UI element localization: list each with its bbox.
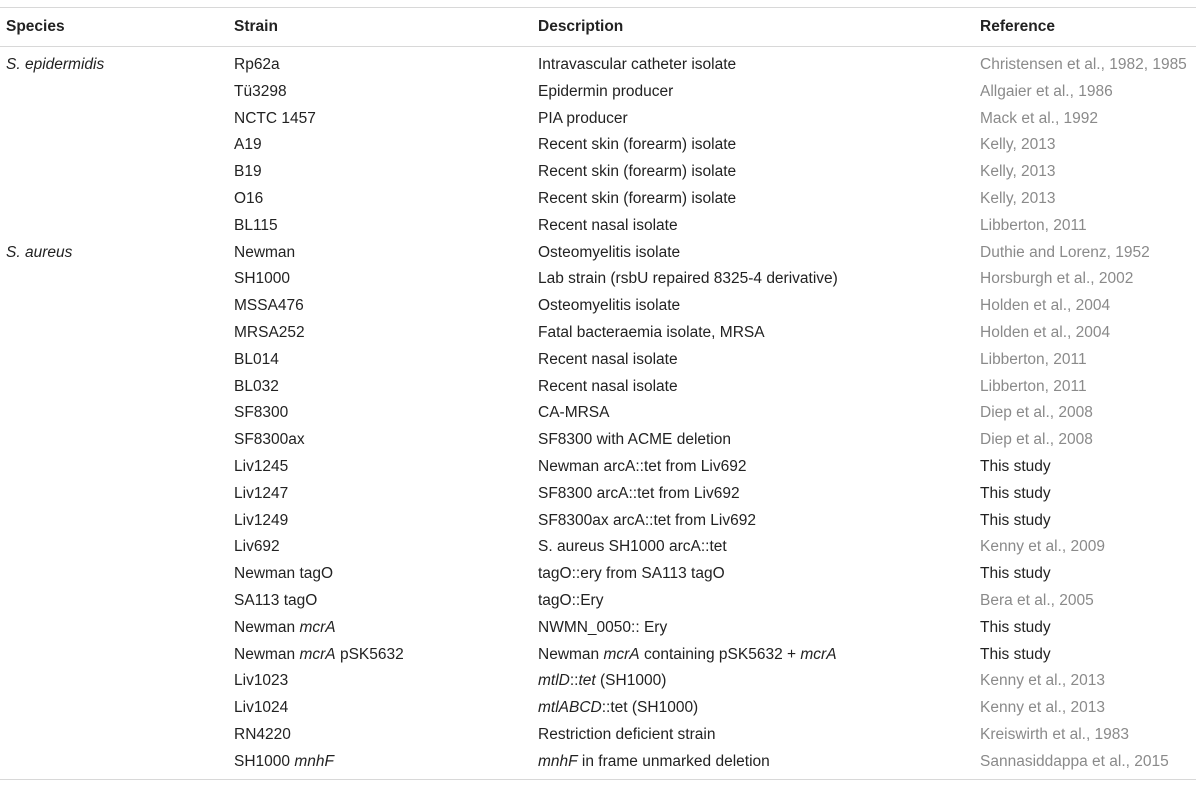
text-segment: RN4220 <box>234 725 291 743</box>
strain-cell <box>234 266 290 293</box>
text-segment: Liv1247 <box>234 484 289 502</box>
reference-cell: This study <box>980 457 1051 475</box>
text-segment: BL115 <box>234 216 278 234</box>
description-cell <box>538 266 838 293</box>
table-row <box>0 534 1200 561</box>
table-header-row <box>0 14 1200 40</box>
text-segment: containing pSK5632 + <box>639 645 801 663</box>
text-segment: Lab strain (rsbU repaired 8325-4 derivative) <box>538 270 838 288</box>
text-segment: NWMN_0050:: Ery <box>538 618 668 636</box>
text-segment: Newman arcA::tet from Liv692 <box>538 457 747 475</box>
text-segment: Liv1023 <box>234 672 289 690</box>
table-row <box>0 695 1200 722</box>
text-segment: Osteomyelitis isolate <box>538 297 681 315</box>
text-segment: O16 <box>234 189 264 207</box>
reference-cell: Kelly, 2013 <box>980 189 1056 207</box>
table-row <box>0 454 1200 481</box>
table-top-rule <box>0 7 1196 8</box>
reference-cell: This study <box>980 511 1051 529</box>
table-row <box>0 320 1200 347</box>
text-segment: SF8300 <box>234 404 289 422</box>
reference-cell: Christensen et al., 1982, 1985 <box>980 56 1187 73</box>
strain-cell <box>234 481 288 508</box>
text-segment: CA-MRSA <box>538 404 610 422</box>
text-segment: Intravascular catheter isolate <box>538 56 737 73</box>
italic-text: tet <box>578 672 596 690</box>
strain-cell <box>234 320 305 347</box>
header-reference: Reference <box>980 18 1055 35</box>
species-cell: S. aureus <box>6 243 73 261</box>
text-segment: pSK5632 <box>335 645 404 663</box>
table-row <box>0 400 1200 427</box>
description-cell <box>538 749 770 776</box>
strain-cell <box>234 400 288 427</box>
strain-cell <box>234 186 263 213</box>
reference-cell: This study <box>980 645 1051 663</box>
table-row <box>0 106 1200 133</box>
strain-cell <box>234 561 333 588</box>
strain-cell <box>234 374 279 401</box>
description-cell <box>538 427 731 454</box>
table-row <box>0 266 1200 293</box>
strain-cell <box>234 427 305 454</box>
description-cell <box>538 508 756 535</box>
text-segment: Rp62a <box>234 56 280 73</box>
italic-text: mnhF <box>538 752 578 770</box>
description-cell <box>538 561 725 588</box>
text-segment: Osteomyelitis isolate <box>538 243 681 261</box>
table-row <box>0 588 1200 615</box>
strain-cell <box>234 159 262 186</box>
text-segment: NCTC 1457 <box>234 109 316 127</box>
reference-cell: This study <box>980 565 1051 583</box>
italic-text: mcrA <box>800 645 837 663</box>
table-row <box>0 52 1200 79</box>
strain-cell <box>234 240 295 267</box>
reference-cell: This study <box>980 618 1051 636</box>
italic-text: mnhF <box>294 752 334 770</box>
text-segment: SF8300 arcA::tet from Liv692 <box>538 484 740 502</box>
strain-cell <box>234 722 291 749</box>
text-segment: A19 <box>234 136 262 154</box>
table-row <box>0 347 1200 374</box>
description-cell <box>538 481 740 508</box>
text-segment: Restriction deficient strain <box>538 725 716 743</box>
description-cell <box>538 347 678 374</box>
description-cell <box>538 79 673 106</box>
strain-cell <box>234 588 317 615</box>
text-segment: Recent nasal isolate <box>538 216 678 234</box>
strain-cell <box>234 132 262 159</box>
reference-cell: Diep et al., 2008 <box>980 431 1093 449</box>
table-row <box>0 159 1200 186</box>
reference-cell: Bera et al., 2005 <box>980 591 1094 609</box>
text-segment: Newman <box>234 645 300 663</box>
text-segment: :: <box>569 672 579 690</box>
table-row <box>0 508 1200 535</box>
strain-cell <box>234 668 288 695</box>
strain-cell <box>234 293 304 320</box>
text-segment: BL032 <box>234 377 279 395</box>
strain-cell <box>234 106 316 133</box>
italic-text: mtlD <box>538 672 570 690</box>
table-row <box>0 668 1200 695</box>
text-segment: Recent skin (forearm) isolate <box>538 189 737 207</box>
description-cell <box>538 668 666 695</box>
italic-text: mcrA <box>299 618 336 636</box>
header-species: Species <box>6 18 65 35</box>
text-segment: Newman <box>538 645 604 663</box>
reference-cell: Libberton, 2011 <box>980 350 1087 368</box>
table-row <box>0 132 1200 159</box>
reference-cell: Kenny et al., 2013 <box>980 699 1105 717</box>
text-segment: SF8300ax arcA::tet from Liv692 <box>538 511 756 529</box>
species-cell: S. epidermidis <box>6 56 105 73</box>
description-cell <box>538 106 628 133</box>
reference-cell: Holden et al., 2004 <box>980 297 1111 315</box>
table-row <box>0 481 1200 508</box>
table-row <box>0 561 1200 588</box>
strain-cell <box>234 615 336 642</box>
reference-cell: Horsburgh et al., 2002 <box>980 270 1134 288</box>
reference-cell: Kelly, 2013 <box>980 136 1056 154</box>
text-segment: Newman <box>234 243 296 261</box>
text-segment: Newman <box>234 618 300 636</box>
text-segment: BL014 <box>234 350 279 368</box>
description-cell <box>538 320 765 347</box>
table-header-rule <box>0 46 1196 47</box>
description-cell <box>538 293 680 320</box>
reference-cell: Diep et al., 2008 <box>980 404 1093 422</box>
header-description: Description <box>538 18 624 35</box>
description-cell <box>538 454 746 481</box>
text-segment: Liv1249 <box>234 511 289 529</box>
text-segment: Recent skin (forearm) isolate <box>538 163 737 181</box>
reference-cell: Sannasiddappa et al., 2015 <box>980 752 1169 770</box>
text-segment: Fatal bacteraemia isolate, MRSA <box>538 323 765 341</box>
text-segment: Recent skin (forearm) isolate <box>538 136 737 154</box>
text-segment: ::tet (SH1000) <box>601 699 699 717</box>
table-row <box>0 293 1200 320</box>
text-segment: SF8300 with ACME deletion <box>538 431 731 449</box>
table-bottom-rule <box>0 779 1196 780</box>
text-segment: SA113 tagO <box>234 591 318 609</box>
text-segment: tagO::Ery <box>538 591 604 609</box>
strain-cell <box>234 534 280 561</box>
text-segment: Liv692 <box>234 538 280 556</box>
reference-cell: Holden et al., 2004 <box>980 323 1111 341</box>
text-segment: Recent nasal isolate <box>538 377 678 395</box>
description-cell <box>538 52 736 79</box>
text-segment: MSSA476 <box>234 297 304 315</box>
reference-cell: This study <box>980 484 1051 502</box>
strain-cell <box>234 642 404 669</box>
description-cell <box>538 186 736 213</box>
strain-cell <box>234 213 278 240</box>
table-row <box>0 749 1200 776</box>
text-segment: tagO::ery from SA113 tagO <box>538 565 725 583</box>
table-row <box>0 374 1200 401</box>
text-segment: SH1000 <box>234 752 295 770</box>
text-segment: Newman tagO <box>234 565 334 583</box>
description-cell <box>538 695 698 722</box>
text-segment: PIA producer <box>538 109 628 127</box>
strain-cell <box>234 52 280 79</box>
table-row <box>0 427 1200 454</box>
text-segment: MRSA252 <box>234 323 305 341</box>
description-cell <box>538 132 736 159</box>
description-cell <box>538 642 837 669</box>
table-row <box>0 642 1200 669</box>
strain-cell <box>234 508 288 535</box>
table-row <box>0 79 1200 106</box>
description-cell <box>538 722 715 749</box>
reference-cell: Mack et al., 1992 <box>980 109 1099 127</box>
text-segment: Tü3298 <box>234 82 287 100</box>
description-cell <box>538 213 678 240</box>
table-row <box>0 213 1200 240</box>
description-cell <box>538 374 678 401</box>
strain-cell <box>234 79 287 106</box>
header-strain: Strain <box>234 18 278 35</box>
table-row <box>0 615 1200 642</box>
reference-cell: Libberton, 2011 <box>980 377 1087 395</box>
reference-cell: Kreiswirth et al., 1983 <box>980 725 1130 743</box>
text-segment: in frame unmarked deletion <box>577 752 770 770</box>
description-cell <box>538 534 727 561</box>
table-row <box>0 722 1200 749</box>
italic-text: mtlABCD <box>538 699 602 717</box>
reference-cell: Kenny et al., 2009 <box>980 538 1105 556</box>
description-cell <box>538 159 736 186</box>
text-segment: SH1000 <box>234 270 291 288</box>
strain-cell <box>234 454 288 481</box>
description-cell <box>538 588 603 615</box>
italic-text: mcrA <box>603 645 640 663</box>
reference-cell: Allgaier et al., 1986 <box>980 82 1113 100</box>
table-row <box>0 240 1200 267</box>
text-segment: Epidermin producer <box>538 82 674 100</box>
description-cell <box>538 400 609 427</box>
table-body <box>0 52 1200 776</box>
strain-cell <box>234 695 288 722</box>
description-cell <box>538 240 680 267</box>
text-segment: (SH1000) <box>595 672 667 690</box>
text-segment: Recent nasal isolate <box>538 350 678 368</box>
table-row <box>0 186 1200 213</box>
italic-text: mcrA <box>299 645 336 663</box>
text-segment: S. aureus SH1000 arcA::tet <box>538 538 727 556</box>
text-segment: SF8300ax <box>234 431 305 449</box>
reference-cell: Duthie and Lorenz, 1952 <box>980 243 1150 261</box>
text-segment: Liv1024 <box>234 699 289 717</box>
strain-cell <box>234 347 279 374</box>
description-cell <box>538 615 667 642</box>
text-segment: B19 <box>234 163 262 181</box>
text-segment: Liv1245 <box>234 457 289 475</box>
strain-cell <box>234 749 334 776</box>
reference-cell: Libberton, 2011 <box>980 216 1087 234</box>
reference-cell: Kenny et al., 2013 <box>980 672 1105 690</box>
reference-cell: Kelly, 2013 <box>980 163 1056 181</box>
